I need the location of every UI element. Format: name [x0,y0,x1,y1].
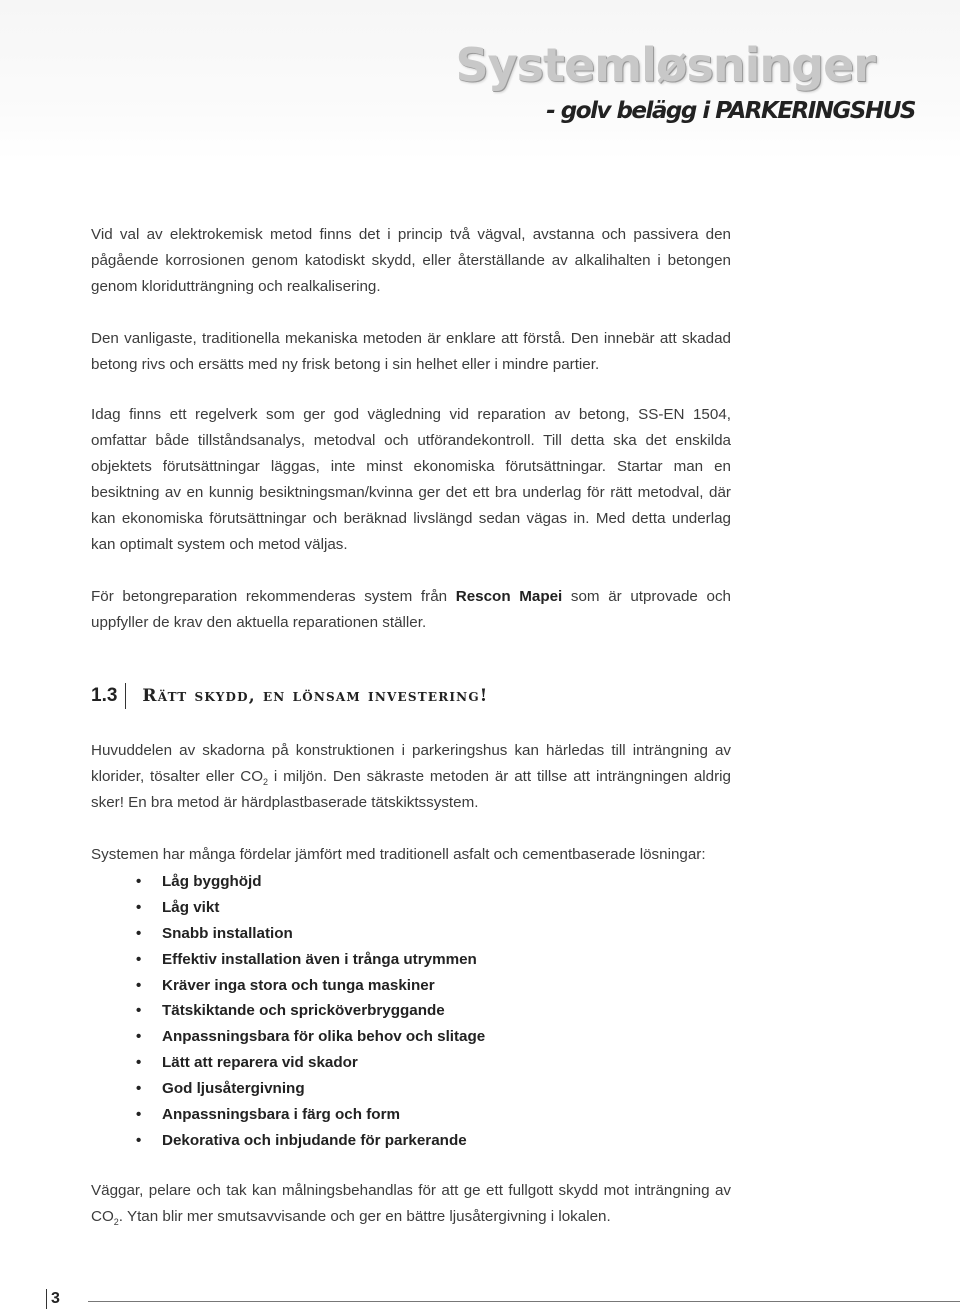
page-subtitle: - golv belägg i PARKERINGSHUS [546,98,915,124]
section-paragraph-2: Systemen har många fördelar jämfört med traditionell asfalt och cementbaserade lösningar: [91,846,706,863]
list-item [136,1050,485,1076]
p4-text-before: För betongreparation rekommenderas system från [91,588,456,605]
list-item [136,1102,485,1128]
list-item [136,1024,485,1050]
list-item [136,869,485,895]
list-item-text: Lätt att reparera vid skador [162,1054,358,1072]
intro-paragraph-4 [91,584,731,636]
list-item [136,947,485,973]
p4-text-after: som är utprovade och uppfyller de krav den aktuella reparationen ställer. [91,588,731,631]
intro-paragraph-1: Vid val av elektrokemisk metod finns det i princip två vägval, avstanna och passivera den pågående korrosionen genom katodiskt skydd, eller återställande av alkalihalten i betongen genom kloridutträngning och realkalisering. [91,226,731,295]
list-item-text: Låg bygghöjd [162,873,262,890]
list-item-text: Dekorativa och inbjudande för parkerande [162,1131,467,1149]
list-item [136,895,485,921]
page-number: 3 [46,1289,60,1309]
s3-text-after: . Ytan blir mer smutsavvisande och ger en bättre ljusåtergivning i lokalen. [118,1208,611,1225]
bullet-icon: • [136,1002,142,1020]
brand-name: Rescon Mapei [455,588,563,605]
list-item-text: Låg vikt [162,898,220,916]
header-banner [0,0,960,160]
s1-text-before: Huvuddelen av skadorna på konstruktionen i parkeringshus kan härledas till inträngning av klorider, tösalter eller CO [91,742,731,785]
bullet-icon: • [136,898,142,916]
bullet-icon: • [136,1131,142,1149]
footer-divider [88,1301,960,1302]
intro-paragraph-3: Idag finns ett regelverk som ger god vägledning vid reparation av betong, SS-EN 1504, omfattar både tillståndsanalys, metodval och utförandekontroll. Till detta ska det enskilda objektets förutsättningar läggas, inte minst ekonomiska förutsättningar. Startar man en besiktning av en kunnig besiktningsman/kvinna ger det ett bra underlag för rätt metodval, där kan ekonomiska förutsättningar och beräknad livslängd sedan vägas in. Med detta underlag kan optimalt system och metod väljas. [91,406,731,553]
page-title: Systemløsninger [455,38,875,92]
benefits-list [136,869,485,1154]
section-title: Rätt skydd, en lönsam investering! [142,686,489,706]
list-item [136,1076,485,1102]
bullet-icon: • [136,924,142,942]
section-paragraph-1 [91,738,731,816]
list-item-text: Anpassningsbara i färg och form [162,1106,400,1124]
list-item [136,973,485,999]
list-item-text: Anpassningsbara för olika behov och slitage [162,1028,486,1046]
list-item [136,998,485,1024]
list-item-text: Tätskiktande och spricköverbryggande [162,1002,445,1020]
intro-paragraph-2: Den vanligaste, traditionella mekaniska metoden är enklare att förstå. Den innebär att skadad betong rivs och ersätts med ny frisk betong i sin helhet eller i mindre partier. [91,330,731,373]
bullet-icon: • [136,873,142,890]
section-paragraph-3 [91,1178,731,1230]
bullet-icon: • [136,1106,142,1124]
bullet-icon: • [136,1054,142,1072]
list-item-text: God ljusåtergivning [162,1080,305,1098]
list-item-text: Kräver inga stora och tunga maskiner [162,976,435,994]
s1-text-after: i miljön. Den säkraste metoden är att tillse att inträngningen aldrig sker! En bra metod är härdplastbaserade tätskiktssystem. [91,768,731,811]
list-item [136,921,485,947]
section-heading [91,683,488,713]
list-item-text: Effektiv installation även i trånga utrymmen [162,950,477,968]
bullet-icon: • [136,950,142,968]
co2-subscript: 2 [113,1217,119,1227]
co2-subscript: 2 [263,777,269,787]
list-item-text: Snabb installation [162,924,293,942]
s3-text-before: Väggar, pelare och tak kan målningsbehandlas för att ge ett fullgott skydd mot inträngning av CO [91,1182,731,1225]
list-item [136,1128,485,1154]
bullet-icon: • [136,1028,142,1046]
bullet-icon: • [136,1080,142,1098]
bullet-icon: • [136,976,142,994]
section-number: 1.3 [91,683,126,709]
